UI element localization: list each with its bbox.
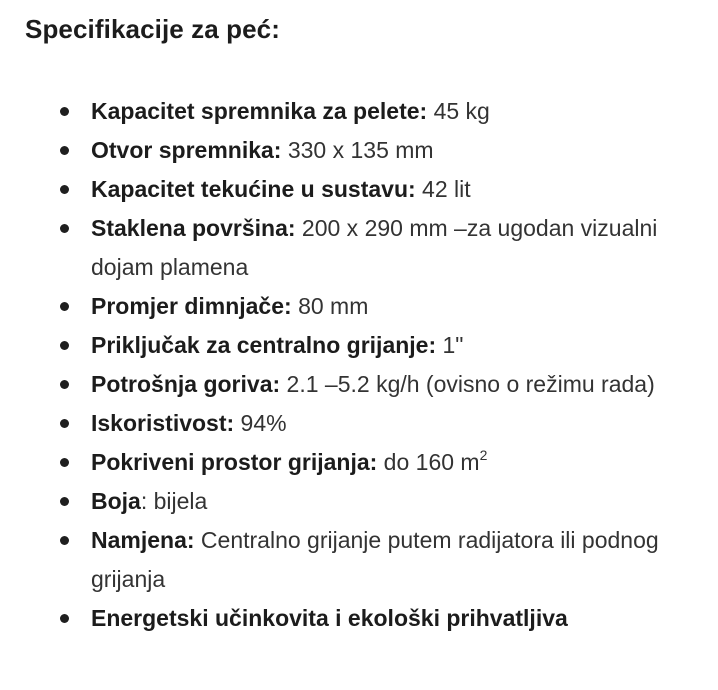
spec-value: 330 x 135 mm: [281, 137, 434, 163]
spec-value: 80 mm: [291, 293, 369, 319]
spec-value: do 160 m: [377, 449, 480, 475]
spec-item-hopper-capacity: [25, 92, 665, 131]
spec-label: Otvor spremnika:: [91, 137, 282, 163]
page-title: Specifikacije za peć:: [25, 14, 281, 44]
spec-value: 45 kg: [427, 98, 490, 124]
spec-label: Potrošnja goriva:: [91, 371, 281, 397]
bullet-icon: [60, 185, 69, 194]
spec-label: Namjena:: [91, 527, 195, 553]
spec-value: 1": [436, 332, 464, 358]
spec-value-superscript: 2: [479, 447, 488, 464]
spec-value: 42 lit: [415, 176, 471, 202]
spec-item-efficiency: [25, 404, 665, 443]
spec-value: 2.1 –5.2 kg/h (ovisno o režimu rada): [280, 371, 655, 397]
bullet-icon: [60, 419, 69, 428]
spec-value: 200 x 290 mm –za ugodan vizualni dojam plamena: [91, 215, 658, 280]
spec-label: Staklena površina:: [91, 215, 296, 241]
spec-item-color: [25, 482, 665, 521]
spec-label: Energetski učinkovita i ekološki prihvatljiva: [91, 605, 568, 631]
bullet-icon: [60, 146, 69, 155]
spec-label: Kapacitet spremnika za pelete:: [91, 98, 428, 124]
bullet-icon: [60, 107, 69, 116]
spec-item-liquid-capacity: [25, 170, 665, 209]
spec-value: Centralno grijanje putem radijatora ili podnog grijanja: [91, 527, 659, 592]
spec-label: Iskoristivost:: [91, 410, 235, 436]
bullet-icon: [60, 380, 69, 389]
spec-item-fuel-consumption: [25, 365, 665, 404]
bullet-icon: [60, 224, 69, 233]
spec-item-heating-area: [25, 443, 665, 482]
spec-list: [25, 92, 665, 638]
spec-label: Kapacitet tekućine u sustavu:: [91, 176, 416, 202]
spec-item-glass-surface: [25, 209, 665, 287]
spec-label: Priključak za centralno grijanje:: [91, 332, 437, 358]
spec-item-flue-diameter: [25, 287, 665, 326]
spec-value: 94%: [234, 410, 287, 436]
bullet-icon: [60, 458, 69, 467]
spec-label: Pokriveni prostor grijanja:: [91, 449, 378, 475]
spec-item-eco-efficiency: [25, 599, 665, 638]
spec-item-heating-connection: [25, 326, 665, 365]
spec-label: Promjer dimnjače:: [91, 293, 292, 319]
spec-label: Boja: [91, 488, 141, 514]
bullet-icon: [60, 536, 69, 545]
spec-item-purpose: [25, 521, 665, 599]
spec-item-hopper-opening: [25, 131, 665, 170]
bullet-icon: [60, 614, 69, 623]
bullet-icon: [60, 302, 69, 311]
spec-value: : bijela: [140, 488, 208, 514]
bullet-icon: [60, 341, 69, 350]
bullet-icon: [60, 497, 69, 506]
